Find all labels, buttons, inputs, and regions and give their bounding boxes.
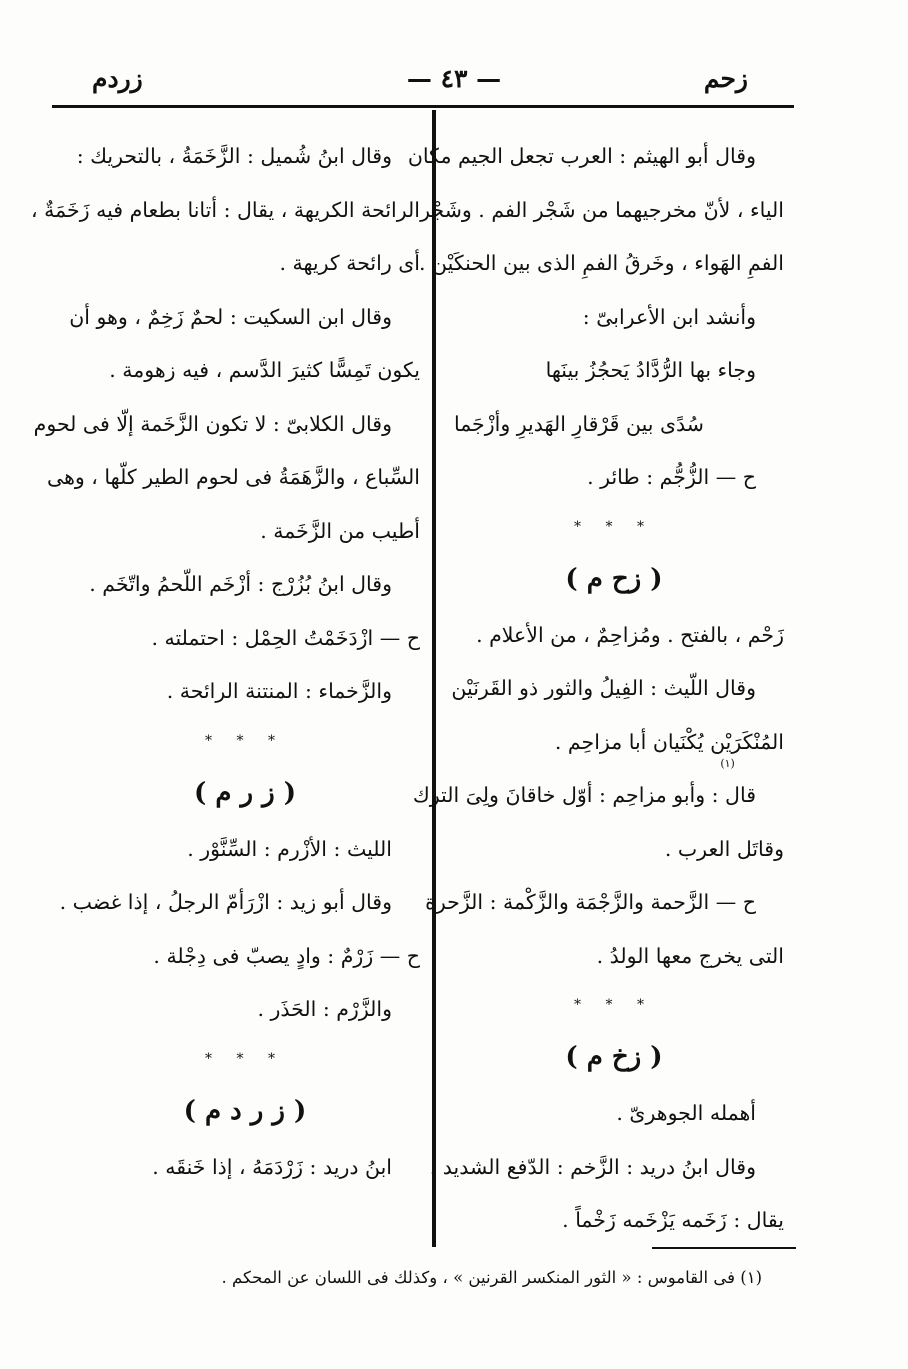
text-line: ابنُ دريد : زَرْدَمَهُ ، إذا خَنقَه . [152,1154,392,1179]
text-line: ح — الزُّجُّم : طائر . [587,465,756,489]
text-line: الياء ، لأنّ مخرجيهما من شَجْر الفم . وشَجْر [420,197,784,222]
text-line: والزَّرْم : الحَذَر . [257,997,392,1021]
section-separator: * * * [205,732,285,749]
text-line: يقال : زَخَمه يَزْخَمه زَخْماً . [562,1208,784,1232]
text-line: وقال ابن السكيت : لحمٌ زَخِمٌ ، وهو أن [69,304,392,329]
text-line: الليث : الأزْرم : السِّنَّوْر . [187,836,392,861]
text-line: أهمله الجوهرىّ . [616,1101,756,1125]
page-number: — ٤٣ — [406,64,502,93]
running-head-right: زحم [703,64,748,93]
verse-line: سُدًى بين قَرْقارِ الهَديرِ وأزْجَما [453,411,704,436]
footnote-rule [652,1247,796,1249]
text-line: زَحْم ، بالفتح . ومُزاحِمٌ ، من الأعلام . [476,622,784,647]
running-head-left: زردم [92,64,143,93]
text-line: وقال الكلابىّ : لا تكون الزَّخَمة إلّا فى لحوم [33,411,392,436]
verse-line: وجاء بها الرُّدَّادُ يَحجُزُ بينَها [545,358,756,382]
text-line: التى يخرج معها الولدُ . [596,943,784,968]
text-line: ح — ازْدَخَمْتُ الحِمْل : احتملته . [151,625,420,650]
root-heading: ( ز ر د م ) [183,1095,307,1126]
section-separator: * * * [205,1050,285,1067]
text-line: وقاتَل العرب . [664,836,784,861]
root-heading: ( ز ر م ) [193,777,297,808]
text-line: السِّباع ، والزَّهَمَةُ فى لحوم الطير كلّها ، وهى [46,465,420,489]
text-line: الرائحة الكريهة ، يقال : أتانا بطعام فيه زَخَمَةٌ ، [31,197,420,222]
root-heading: ( زح م ) [565,563,663,594]
text-line: ح — زَرْمٌ : وادٍ يصبّ فى دِجْلة . [153,943,420,968]
section-separator: * * * [574,997,654,1013]
text-line: وقال اللّيث : الفِيلُ والثور ذو القَرنَيْن [451,676,756,700]
text-line: المُنْكَرَيْن يُكْنَيان أبا مزاحِم $._{(١)}$ [554,729,784,770]
text-line: والزَّخماء : المنتنة الرائحة . [166,679,392,703]
text-line: وقال ابنُ دريد : الزَّخم : الدّفع الشديد ، [429,1154,756,1179]
root-heading: ( زخ م ) [565,1042,663,1072]
text-line: الفمِ الهَواء ، وخَرقُ الفمِ الذى بين الحنكَيْن . [419,251,784,275]
right-column [407,130,784,1248]
footnote: (١) فى القاموس : « الثور المنكسر القرنين » ، وكذلك فى اللسان عن المحكم . [221,1268,762,1287]
text-line: ح — الزَّحمة والزَّجْمَة والزَّكْمة : الزَّحرة [425,890,756,914]
text-line: وقال ابنُ شُميل : الزَّخَمَةُ ، بالتحريك : [76,144,392,168]
text-line: قال : وأبو مزاحِم : أوّل خاقانَ ولِىَ الترك [412,783,756,807]
text-line: وقال ابنُ بُزُرْج : أزْخَم اللّحمُ واتّخَم . [89,572,392,596]
text-line: وقال أبو الهيثم : العرب تجعل الجيم مكان [407,144,756,168]
text-line: وقال أبو زيد : ازْرَأمّ الرجلُ ، إذا غضب . [59,890,392,914]
header-rule [52,105,794,108]
left-column [31,130,420,1194]
footnote-marker: (١) [720,756,735,770]
section-separator: * * * [574,518,654,535]
text-line: أى رائحة كريهة . [279,251,420,275]
text-line: يكون تَمِسًّا كثيرَ الدَّسم ، فيه زهومة . [109,358,420,382]
text-line: أطيب من الزَّخَمة . [260,518,420,543]
text-line: وأنشد ابن الأعرابىّ : [582,304,756,329]
